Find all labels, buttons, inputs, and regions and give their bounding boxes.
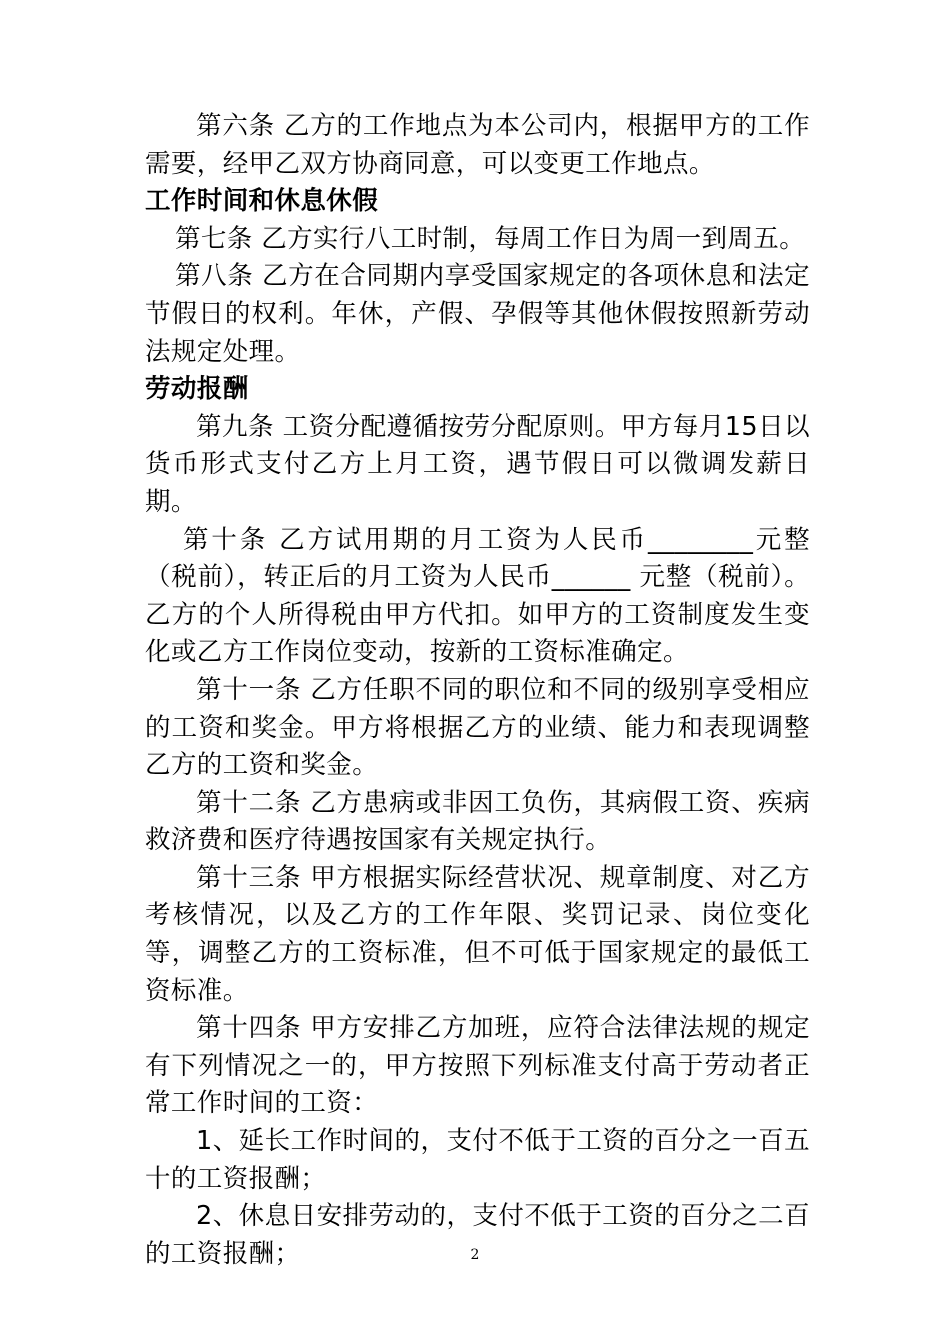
article-14: 第十四条 甲方安排乙方加班，应符合法律法规的规定有下列情况之一的，甲方按照下列标准支付高于劳动者正常工作时间的工资：: [145, 1013, 810, 1119]
article-9: 第九条 工资分配遵循按劳分配原则。甲方每月15日以货币形式支付乙方上月工资，遇节假日可以微调发薪日期。: [145, 411, 810, 517]
article-10: 第十条 乙方试用期的月工资为人民币________元整（税前），转正后的月工资为人民币______ 元整（税前）。乙方的个人所得税由甲方代扣。如甲方的工资制度发生变化或乙方工作岗位变动，按新的工资标准确定。: [145, 524, 810, 668]
page-number: 2: [470, 1247, 480, 1263]
section-heading-work-time: 工作时间和休息休假: [145, 186, 379, 217]
article-8: 第八条 乙方在合同期内享受国家规定的各项休息和法定节假日的权利。年休，产假、孕假等其他休假按照新劳动法规定处理。: [145, 261, 810, 367]
overtime-item-2: 2、休息日安排劳动的，支付不低于工资的百分之二百的工资报酬；: [145, 1201, 810, 1269]
document-body: [145, 108, 810, 1273]
article-6: 第六条 乙方的工作地点为本公司内，根据甲方的工作需要，经甲乙双方协商同意，可以变更工作地点。: [145, 111, 810, 179]
article-12: 第十二条 乙方患病或非因工负伤，其病假工资、疾病救济费和医疗待遇按国家有关规定执行。: [145, 787, 810, 856]
overtime-item-1: 1、延长工作时间的，支付不低于工资的百分之一百五十的工资报酬；: [145, 1126, 810, 1194]
article-13: 第十三条 甲方根据实际经营状况、规章制度、对乙方考核情况，以及乙方的工作年限、奖罚记录、岗位变化等，调整乙方的工资标准，但不可低于国家规定的最低工资标准。: [145, 862, 810, 1006]
article-11: 第十一条 乙方任职不同的职位和不同的级别享受相应的工资和奖金。甲方将根据乙方的业绩、能力和表现调整乙方的工资和奖金。: [145, 674, 810, 781]
section-heading-remuneration: 劳动报酬: [145, 374, 249, 405]
article-7: 第七条 乙方实行八工时制，每周工作日为周一到周五。: [175, 223, 806, 254]
